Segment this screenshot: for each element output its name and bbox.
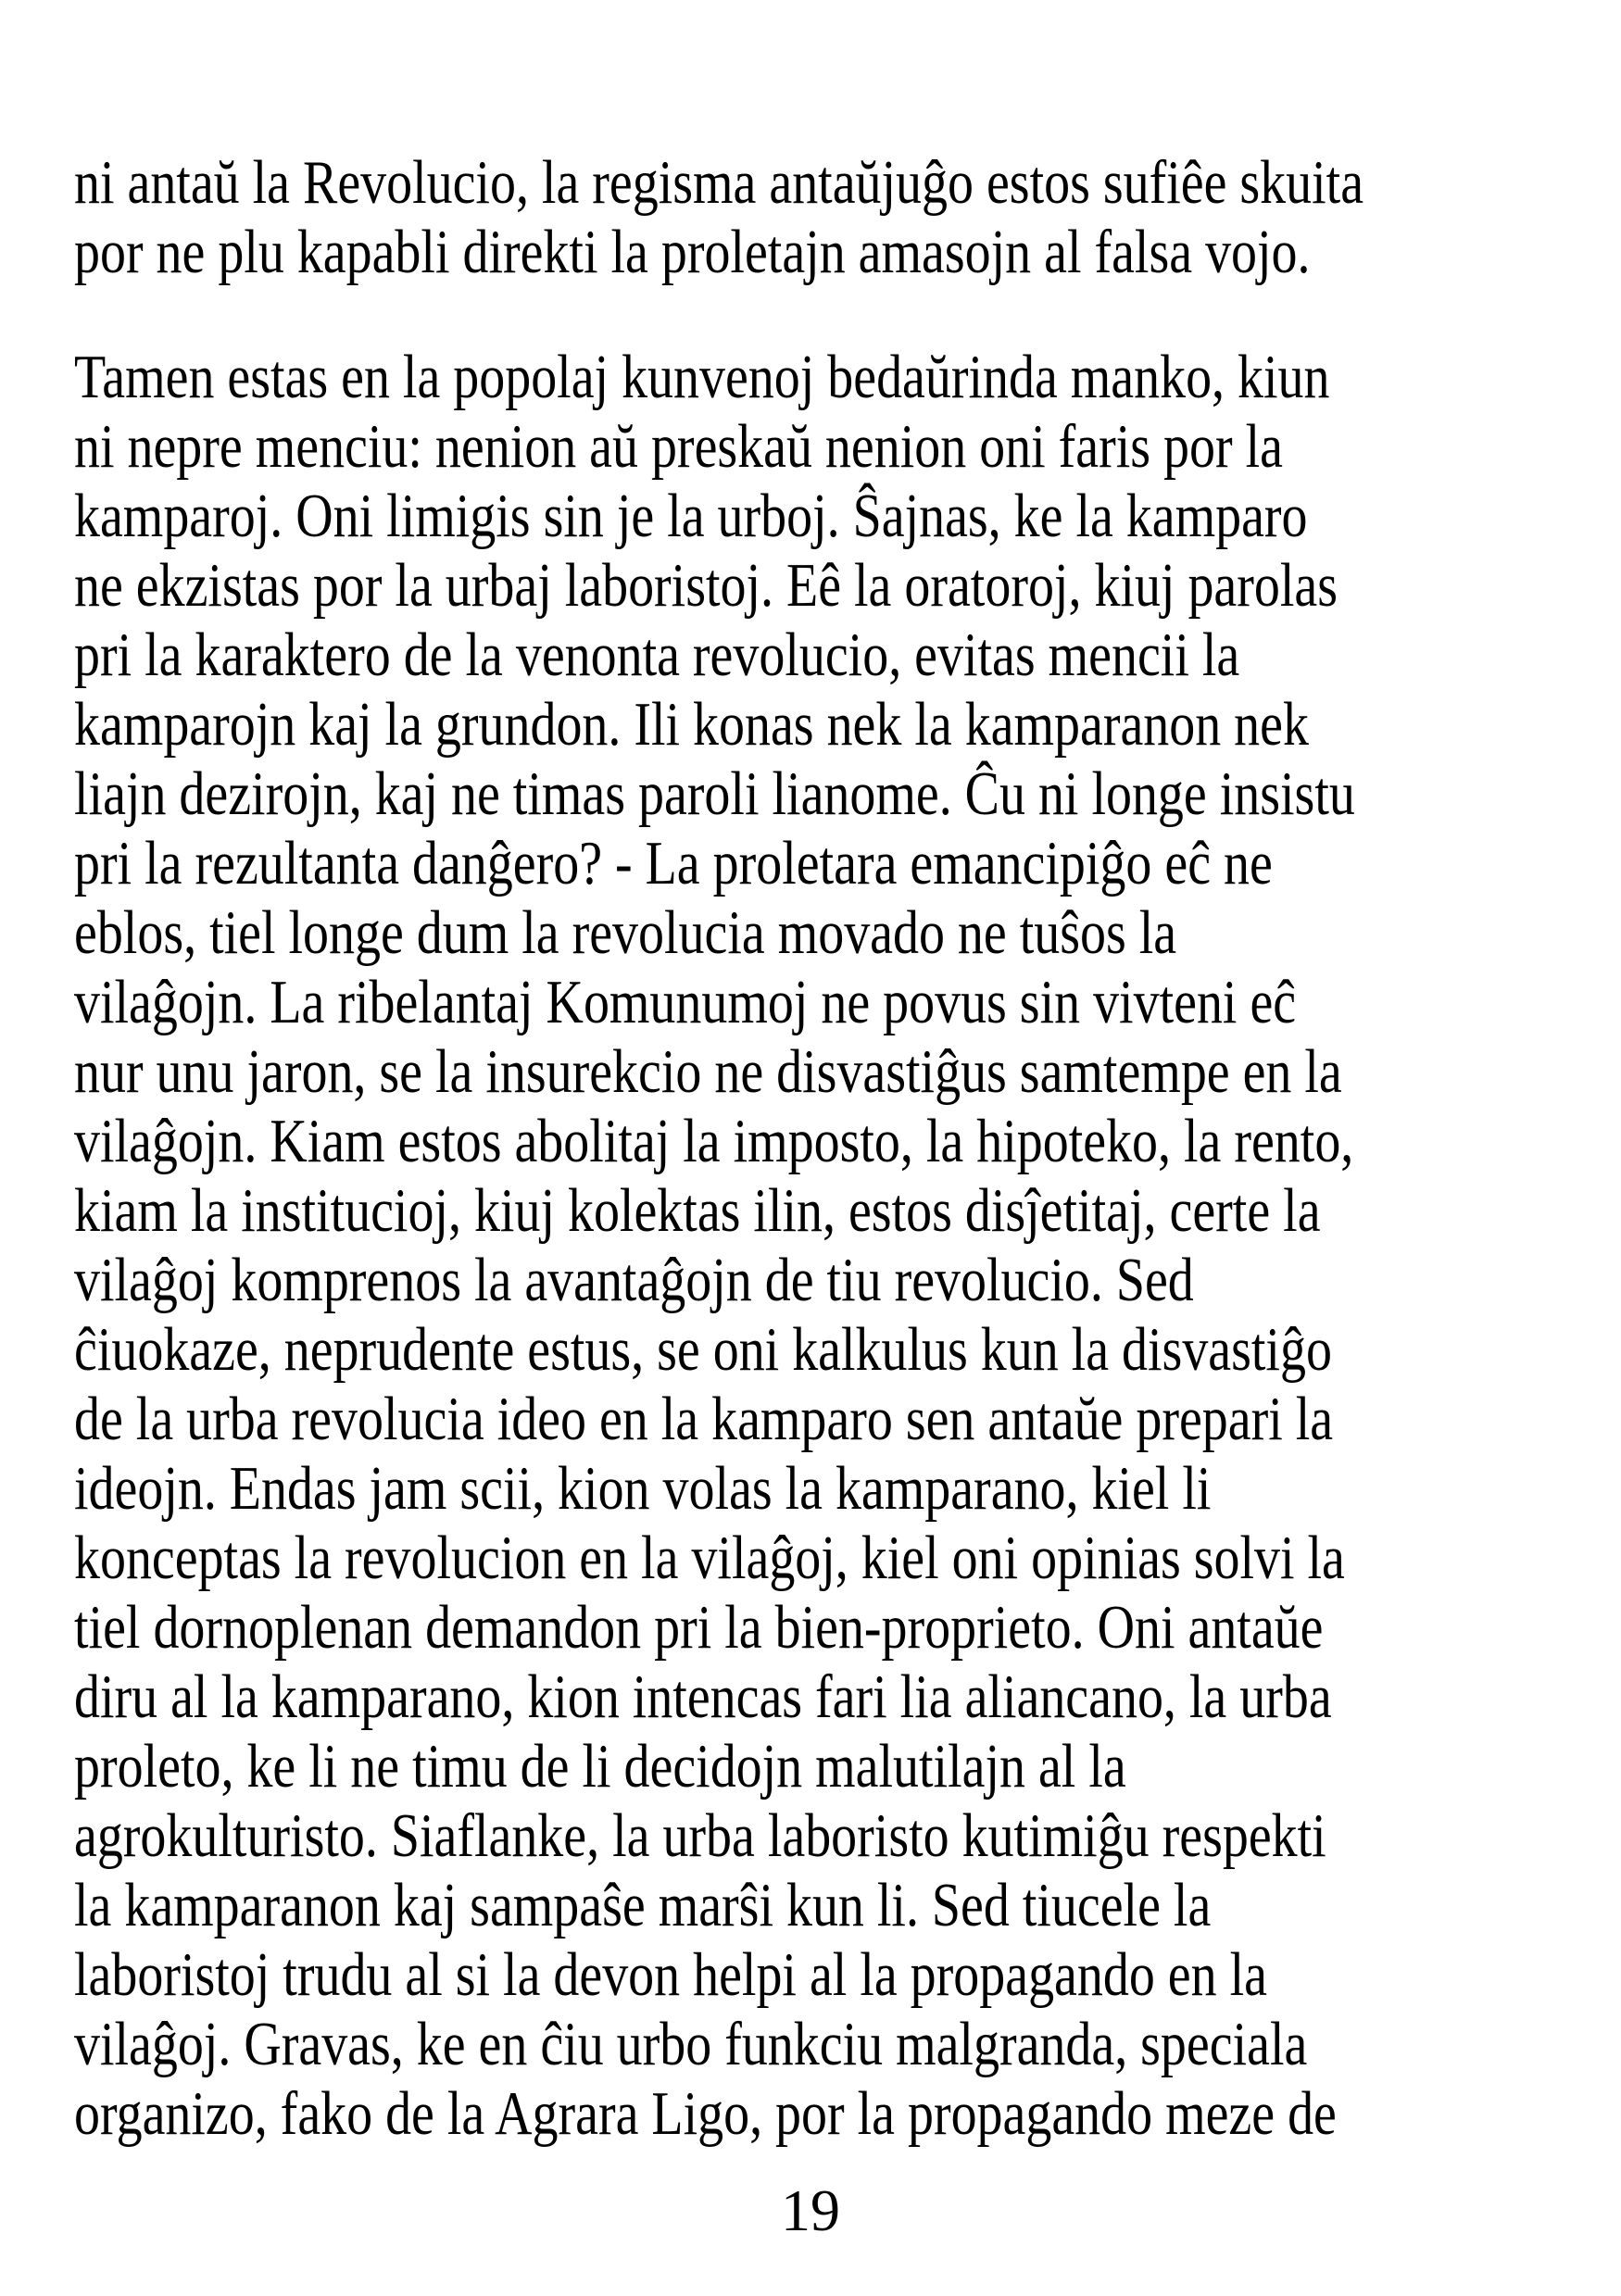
text-line: ĉiuokaze, neprudente estus, se oni kalkulus kun la disvastiĝo <box>74 1315 1332 1384</box>
text-line: pri la rezultanta danĝero? - La proletara emancipiĝo eĉ ne <box>74 829 1273 897</box>
text-line: por ne plu kapabli direkti la proletajn amasojn al falsa vojo. <box>74 218 1311 286</box>
text-line: konceptas la revolucion en la vilaĝoj, kiel oni opinias solvi la <box>74 1524 1345 1592</box>
text-line: de la urba revolucia ideo en la kamparo sen antaŭe prepari la <box>74 1385 1334 1453</box>
paragraph <box>74 343 1567 2149</box>
text-line: diru al la kamparano, kion intencas fari lia aliancano, la urba <box>74 1662 1332 1731</box>
text-line: pri la karaktero de la venonta revolucio, evitas mencii la <box>74 621 1240 689</box>
body-text <box>74 148 1567 2149</box>
text-line: vilaĝoj komprenos la avantaĝojn de tiu revolucio. Sed <box>74 1246 1194 1314</box>
text-line: ni antaŭ la Revolucio, la regisma antaŭjuĝo estos sufiêe skuita <box>74 148 1364 217</box>
text-line: ne ekzistas por la urbaj laboristoj. Eê la oratoroj, kiuj parolas <box>74 551 1338 620</box>
text-line: agrokulturisto. Siaflanke, la urba laboristo kutimiĝu respekti <box>74 1801 1326 1870</box>
text-line: vilaĝoj. Gravas, ke en ĉiu urbo funkciu malgranda, speciala <box>74 2010 1308 2078</box>
paragraph <box>74 148 1567 287</box>
text-line: Tamen estas en la popolaj kunvenoj bedaŭrinda manko, kiun <box>74 343 1330 411</box>
text-line: vilaĝojn. Kiam estos abolitaj la imposto, la hipoteko, la rento, <box>74 1107 1354 1175</box>
text-line: la kamparanon kaj sampaŝe marŝi kun li. Sed tiucele la <box>74 1871 1212 1939</box>
text-line: liajn dezirojn, kaj ne timas paroli lianome. Ĉu ni longe insistu <box>74 759 1355 828</box>
text-line: eblos, tiel longe dum la revolucia movado ne tuŝos la <box>74 898 1177 967</box>
page-number: 19 <box>781 2177 840 2243</box>
text-line: vilaĝojn. La ribelantaj Komunumoj ne povus sin vivteni eĉ <box>74 968 1297 1036</box>
text-line: kamparojn kaj la grundon. Ili konas nek la kamparanon nek <box>74 690 1309 759</box>
text-line: tiel dornoplenan demandon pri la bien-proprieto. Oni antaŭe <box>74 1593 1324 1662</box>
text-line: organizo, fako de la Agrara Ligo, por la propagando meze de <box>74 2079 1337 2148</box>
text-line: ideojn. Endas jam scii, kion volas la kamparano, kiel li <box>74 1454 1212 1523</box>
text-line: nur unu jaron, se la insurekcio ne disvastiĝus samtempe en la <box>74 1037 1342 1106</box>
text-line: ni nepre menciu: nenion aŭ preskaŭ nenion oni faris por la <box>74 412 1283 481</box>
text-line: kamparoj. Oni limigis sin je la urboj. Ŝajnas, ke la kamparo <box>74 482 1308 550</box>
text-line: laboristoj trudu al si la devon helpi al la propagando en la <box>74 1940 1267 2009</box>
text-line: proleto, ke li ne timu de li decidojn malutilajn al la <box>74 1732 1126 1800</box>
text-line: kiam la institucioj, kiuj kolektas ilin, estos disĵetitaj, certe la <box>74 1176 1321 1245</box>
